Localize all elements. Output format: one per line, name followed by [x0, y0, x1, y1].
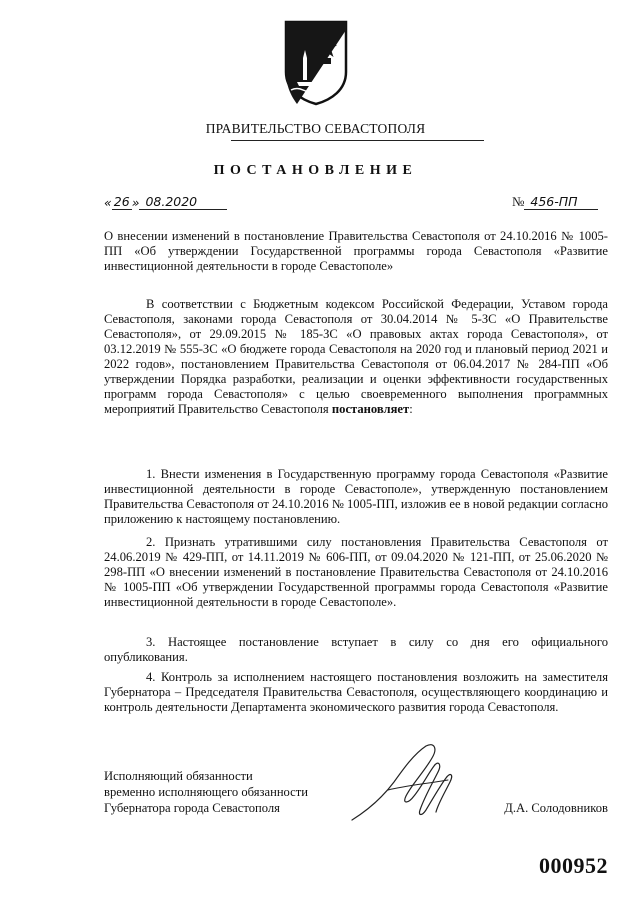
decree-preamble	[104, 297, 608, 417]
decree-item-2: 2. Признать утратившими силу постановления Правительства Севастополя от 24.06.2019 № 429-ПП, от 14.11.2019 № 606-ПП, от 09.04.2020 № 121-ПП, от 25.06.2020 № 298-ПП «О внесении изменений в постановление Правительства Севастополя от 24.10.2016 № 1005-ПП «Об утверждении Государственной программы города Севастополя «Развитие инвестиционной деятельности в городе Севастополе».	[104, 535, 608, 609]
preamble-bold-word: постановляет	[331, 402, 410, 416]
signer-name: Д.А. Солодовников	[504, 801, 608, 815]
date-month-year: 08.2020	[139, 194, 227, 210]
coat-of-arms-icon	[283, 20, 349, 106]
preamble-text: В соответствии с Бюджетным кодексом Российской Федерации, Уставом города Севастополя, законами города Севастополя от 30.04.2014 № 5-ЗС «О Правительстве Севастополя», от 29.09.2015 № 185-ЗС «О правовых актах города Севастополя», от 03.12.2019 № 555-ЗС «О бюджете города Севастополя на 2020 год и плановый период 2021 и 2022 годов», постановлением Правительства Севастополя от 06.04.2017 № 284-ПП «Об утверждении Порядка разработки, реализации и оценки эффективности государственных программ города Севастополя» с целью своевременного выполнения программных мероприятий Правительство Севастополя	[104, 297, 608, 416]
date-open-quote: «	[104, 195, 112, 210]
header-divider	[231, 140, 484, 141]
decree-item-3: 3. Настоящее постановление вступает в силу со дня его официального опубликования.	[104, 635, 608, 664]
decree-number	[512, 194, 598, 210]
decree-item-1: 1. Внести изменения в Государственную программу города Севастополя «Развитие инвестиционной деятельности в городе Севастополе», утвержденную постановлением Правительства Севастополя от 24.10.2016 № 1005-ПП, изложив ее в новой редакции согласно приложению к настоящему постановлению.	[104, 467, 609, 526]
preamble-end: :	[409, 402, 413, 416]
signer-position-line: Губернатора города Севастополя	[104, 801, 280, 815]
date-close-quote: »	[131, 195, 140, 210]
signer-position-line: Исполняющий обязанности	[104, 769, 253, 783]
handwritten-signature	[348, 740, 468, 828]
decree-date	[104, 194, 227, 210]
date-day: 26	[112, 194, 132, 210]
government-name: ПРАВИТЕЛЬСТВО СЕВАСТОПОЛЯ	[205, 121, 426, 136]
signer-position-line: временно исполняющего обязанности	[104, 785, 308, 799]
number-value: 456-ПП	[524, 194, 598, 210]
decree-subject: О внесении изменений в постановление Правительства Севастополя от 24.10.2016 № 1005-ПП «Об утверждении Государственной программы города Севастополя «Развитие инвестиционной деятельности в городе Севастополе»	[104, 229, 608, 273]
decree-item-4: 4. Контроль за исполнением настоящего постановления возложить на заместителя Губернатора – Председателя Правительства Севастополя, осуществляющего координацию и контроль деятельности Департамента экономического развития города Севастополя.	[104, 670, 608, 714]
form-serial-number: 000952	[539, 853, 608, 878]
signer-position	[104, 768, 308, 816]
number-sign: №	[512, 194, 525, 209]
document-type-title: ПОСТАНОВЛЕНИЕ	[213, 163, 418, 178]
